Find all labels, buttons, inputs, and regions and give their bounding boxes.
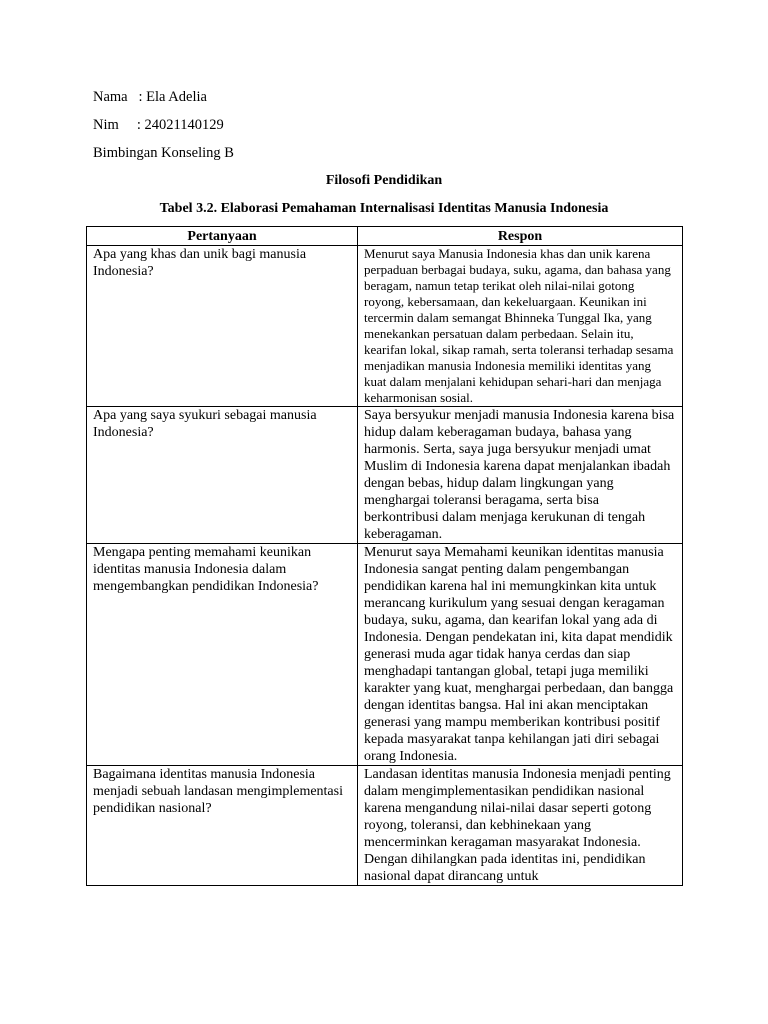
column-header-question: Pertanyaan [87,227,358,246]
table-row [87,407,683,544]
document-title: Filosofi Pendidikan [325,173,443,188]
question-cell: Bagaimana identitas manusia Indonesia menjadi sebuah landasan mengimplementasi pendidikan nasional? [87,766,358,886]
question-cell: Apa yang khas dan unik bagi manusia Indonesia? [87,246,358,407]
table-row [87,766,683,886]
question-cell: Mengapa penting memahami keunikan identitas manusia Indonesia dalam mengembangkan pendidikan Indonesia? [87,544,358,766]
student-nim: Nim : 24021140129 [93,117,224,133]
table-row [87,246,683,407]
table-row [87,544,683,766]
column-header-response: Respon [358,227,683,246]
response-cell: Menurut saya Memahami keunikan identitas manusia Indonesia sangat penting dalam pengembangan pendidikan karena hal ini memungkinkan kita untuk merancang kurikulum yang sesuai dengan keragaman budaya, suku, agama, dan kearifan lokal yang ada di Indonesia. Dengan pendekatan ini, kita dapat mendidik generasi muda agar tidak hanya cerdas dan siap menghadapi tantangan global, tetapi juga memiliki karakter yang kuat, menghargai perbedaan, dan bangga dengan identitas bangsa. Hal ini akan menciptakan generasi yang mampu memberikan kontribusi positif kepada masyarakat tanpa kehilangan jati diri sebagai orang Indonesia. [358,544,683,766]
student-program: Bimbingan Konseling B [93,145,234,161]
student-name: Nama : Ela Adelia [93,89,207,105]
table-header-row [87,227,683,246]
elaboration-table [86,226,683,886]
question-cell: Apa yang saya syukuri sebagai manusia Indonesia? [87,407,358,544]
response-cell: Menurut saya Manusia Indonesia khas dan unik karena perpaduan berbagai budaya, suku, agama, dan bahasa yang beragam, namun tetap terikat oleh nilai-nilai gotong royong, kebersamaan, dan kekeluargaan. Keunikan ini tercermin dalam semangat Bhinneka Tunggal Ika, yang menekankan persatuan dalam perbedaan. Selain itu, kearifan lokal, sikap ramah, serta toleransi terhadap sesama menjadikan manusia Indonesia memiliki identitas yang kuat dalam menjalani kehidupan sehari-hari dan menjaga keharmonisan sosial. [358,246,683,407]
response-cell: Saya bersyukur menjadi manusia Indonesia karena bisa hidup dalam keberagaman budaya, bahasa yang harmonis. Serta, saya juga bersyukur menjadi umat Muslim di Indonesia karena dapat menjalankan ibadah dengan bebas, hidup dalam lingkungan yang menghargai toleransi beragama, serta bisa berkontribusi dalam menjaga kerukunan di tengah keberagaman. [358,407,683,544]
response-cell: Landasan identitas manusia Indonesia menjadi penting dalam mengimplementasikan pendidikan nasional karena mengandung nilai-nilai dasar seperti gotong royong, toleransi, dan kebhinekaan yang mencerminkan keragaman masyarakat Indonesia. Dengan dihilangkan pada identitas ini, pendidikan nasional dapat dirancang untuk [358,766,683,886]
table-title: Tabel 3.2. Elaborasi Pemahaman Internalisasi Identitas Manusia Indonesia [159,201,609,216]
